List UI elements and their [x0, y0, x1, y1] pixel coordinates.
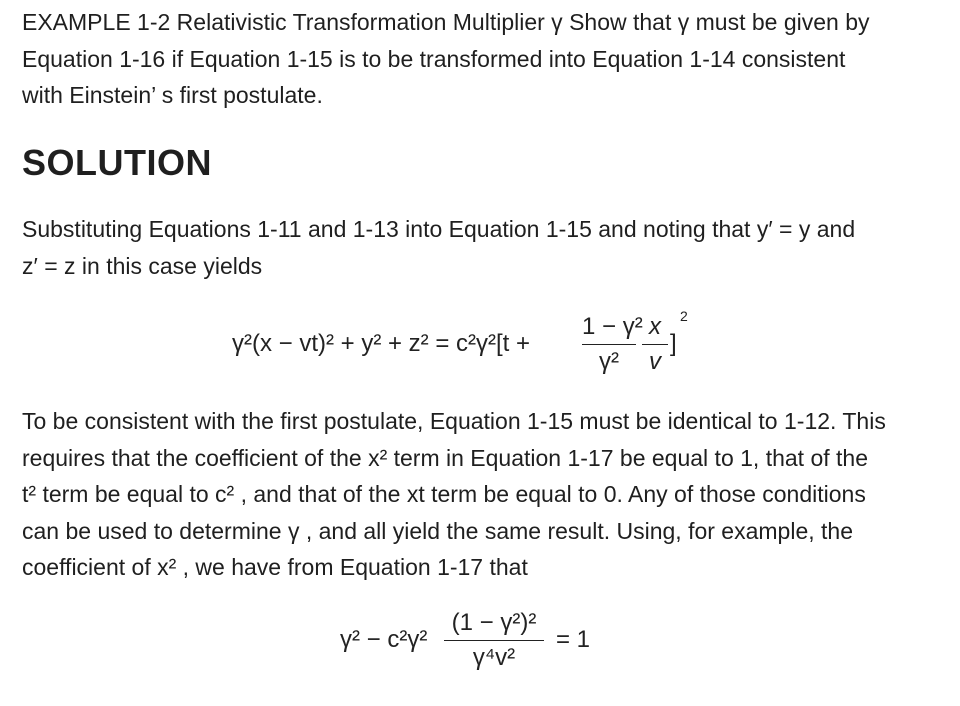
fraction-denominator: γ²: [599, 348, 619, 375]
substitution-line-2: z′ = z in this case yields: [22, 252, 263, 279]
fraction-bar: [642, 344, 668, 345]
fraction-denominator: γ⁴v²: [472, 644, 516, 671]
example-line-1: EXAMPLE 1-2 Relativistic Transformation Multiplier γ Show that γ must be given by: [22, 9, 870, 35]
bracket-exponent: 2: [680, 308, 688, 324]
fraction-bar: [444, 640, 544, 641]
equation-1-17-fraction-x-over-v: [642, 312, 668, 377]
consistency-line-2: requires that the coefficient of the x² term in Equation 1-17 be equal to 1, that of the: [22, 444, 868, 471]
substitution-line-1: Substituting Equations 1-11 and 1-13 into Equation 1-15 and noting that y′ = y and: [22, 216, 856, 242]
consistency-line-4: can be used to determine γ , and all yield the same result. Using, for example, the: [22, 517, 853, 544]
consistency-paragraph: [22, 403, 922, 586]
equation-1-17-fraction-gamma: [582, 312, 643, 377]
example-line-2: Equation 1-16 if Equation 1-15 is to be transformed into Equation 1-14 consistent: [22, 45, 846, 72]
gamma-equation-lhs: γ² − c²γ²: [340, 626, 428, 653]
fraction-denominator: v: [649, 348, 661, 375]
consistency-line-1: To be consistent with the first postulate, Equation 1-15 must be identical to 1-12. This: [22, 408, 886, 434]
equation-1-17-lhs: γ²(x − vt)² + y² + z² = c²γ²[t +: [232, 330, 531, 357]
fraction-numerator: x: [649, 313, 661, 340]
consistency-line-5: coefficient of x² , we have from Equation 1-17 that: [22, 554, 528, 580]
solution-heading: SOLUTION: [22, 142, 212, 183]
example-line-3: with Einstein’ s first postulate.: [22, 82, 323, 108]
gamma-equation-rhs: = 1: [556, 626, 591, 653]
gamma-equation-fraction: [444, 608, 544, 673]
fraction-numerator: (1 − γ²)²: [451, 609, 537, 636]
gamma-coefficient-equation: [340, 608, 640, 680]
closing-bracket: ]: [670, 330, 677, 357]
fraction-numerator: 1 − γ²: [582, 313, 643, 340]
equation-1-17: [232, 308, 732, 382]
consistency-line-3: t² term be equal to c² , and that of the xt term be equal to 0. Any of those conditions: [22, 481, 866, 507]
fraction-bar: [582, 344, 636, 345]
substitution-paragraph: [22, 211, 922, 284]
example-statement: [22, 4, 922, 114]
